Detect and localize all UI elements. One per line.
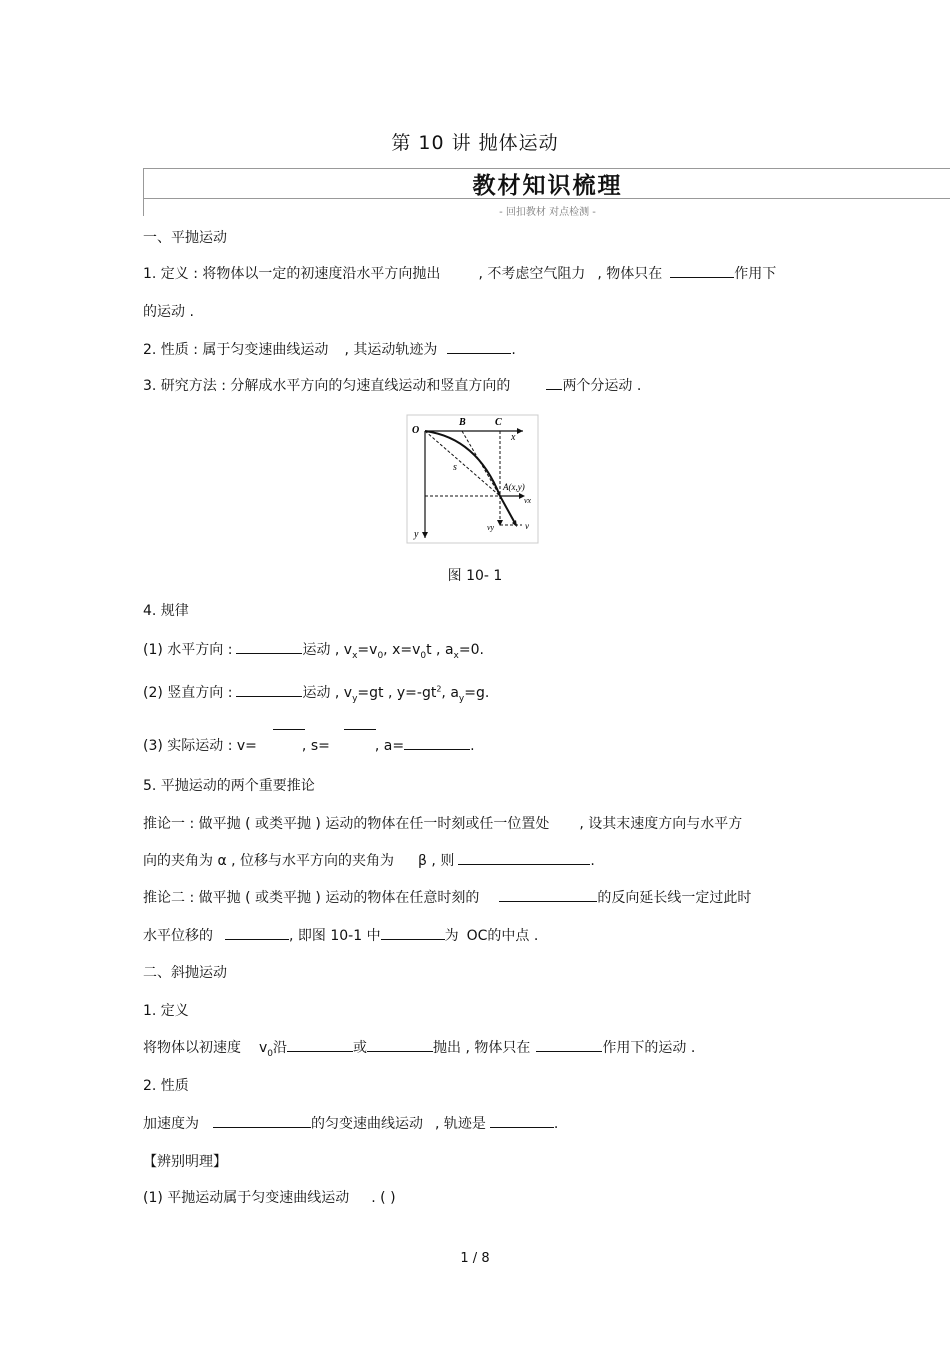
- inference-1-line-1: 推论一 : 做平抛 ( 或类平抛 ) 运动的物体在任一时刻或任一位置处 , 设其末速度方向与水平方: [143, 816, 743, 832]
- blank-trajectory[interactable]: [447, 339, 511, 354]
- oblique-property-text: 加速度为 的匀变速曲线运动 , 轨迹是 .: [143, 1113, 558, 1133]
- judge-item-1: (1) 平抛运动属于匀变速曲线运动 . ( ): [143, 1190, 396, 1206]
- banner-subtitle: - 回扣教材 对点检测 -: [499, 207, 596, 218]
- svg-text:C: C: [495, 417, 502, 428]
- blank-angle-relation[interactable]: [458, 850, 590, 865]
- blank-velocity[interactable]: [499, 887, 597, 902]
- blank-oblique-trajectory[interactable]: [490, 1113, 554, 1128]
- blank-direction-1[interactable]: [287, 1037, 353, 1052]
- oblique-definition-text: 将物体以初速度 $v_0$沿 或 抛出 , 物体只在 作用下的运动 .: [143, 1037, 695, 1059]
- definition-line-1: 1. 定义 : 将物体以一定的初速度沿水平方向抛出 , 不考虑空气阻力 , 物体只在 作用下: [143, 263, 776, 283]
- sqrt-bar-v: [273, 729, 305, 730]
- sqrt-bar-s: [344, 729, 376, 730]
- rules-heading: 4. 规律: [143, 603, 189, 619]
- svg-text:vx: vx: [524, 496, 532, 505]
- rule-horizontal: (1) 水平方向 : 运动 , $v_x=v_0$, $x=v_0t$ , $a_x=0$.: [143, 639, 484, 661]
- blank-midpoint[interactable]: [225, 925, 289, 940]
- rule-vertical: (2) 竖直方向 : 运动 , $v_y=gt$ , $y=-gt^2$, $a_y=g$.: [143, 682, 489, 704]
- svg-text:vy: vy: [487, 523, 495, 532]
- method-line: 3. 研究方法 : 分解成水平方向的匀速直线运动和竖直方向的 两个分运动 .: [143, 375, 641, 395]
- blank-vertical-motion-type[interactable]: [236, 682, 302, 697]
- svg-text:s: s: [453, 462, 457, 473]
- blank-horizontal-motion[interactable]: [236, 639, 302, 654]
- inferences-heading: 5. 平抛运动的两个重要推论: [143, 778, 315, 794]
- svg-text:O: O: [412, 425, 420, 436]
- judge-heading: 【辨别明理】: [143, 1154, 227, 1170]
- property-line: 2. 性质 : 属于匀变速曲线运动 , 其运动轨迹为 .: [143, 339, 516, 359]
- blank-direction-2[interactable]: [367, 1037, 433, 1052]
- section-heading-oblique: 二、斜抛运动: [143, 965, 227, 981]
- oblique-definition-heading: 1. 定义: [143, 1003, 189, 1019]
- definition-line-2: 的运动 .: [143, 304, 194, 320]
- velocity-extension-line: [462, 431, 500, 496]
- svg-text:A(x,y): A(x,y): [503, 482, 525, 492]
- inference-1-line-2: 向的夹角为 α , 位移与水平方向的夹角为 β , 则 .: [143, 850, 595, 870]
- svg-text:x: x: [511, 432, 516, 443]
- svg-text:y: y: [414, 529, 419, 540]
- blank-vertical-motion[interactable]: [546, 375, 562, 390]
- inference-2-line-1: 推论二 : 做平抛 ( 或类平抛 ) 运动的物体在任意时刻的 的反向延长线一定过此时: [143, 887, 751, 907]
- lecture-title: 第 10 讲 抛体运动: [391, 132, 559, 154]
- section-heading-projectile: 一、平抛运动: [143, 230, 227, 246]
- blank-point[interactable]: [381, 925, 445, 940]
- inference-2-line-2: 水平位移的 , 即图 10-1 中 为 OC的中点 .: [143, 925, 538, 945]
- projectile-figure: [405, 413, 540, 545]
- svg-text:v: v: [525, 521, 529, 531]
- figure-caption: 图 10- 1: [447, 568, 503, 584]
- blank-acceleration[interactable]: [404, 735, 470, 750]
- page-number: 1 / 8: [460, 1251, 490, 1266]
- banner-title: 教材知识梳理: [472, 173, 623, 199]
- oblique-property-heading: 2. 性质: [143, 1078, 189, 1094]
- blank-oblique-acceleration[interactable]: [213, 1113, 311, 1128]
- blank-force[interactable]: [670, 263, 734, 278]
- svg-text:B: B: [459, 417, 466, 428]
- blank-oblique-force[interactable]: [536, 1037, 602, 1052]
- rule-actual: (3) 实际运动 : v= , s= , a= .: [143, 735, 475, 755]
- displacement-line: [425, 431, 500, 496]
